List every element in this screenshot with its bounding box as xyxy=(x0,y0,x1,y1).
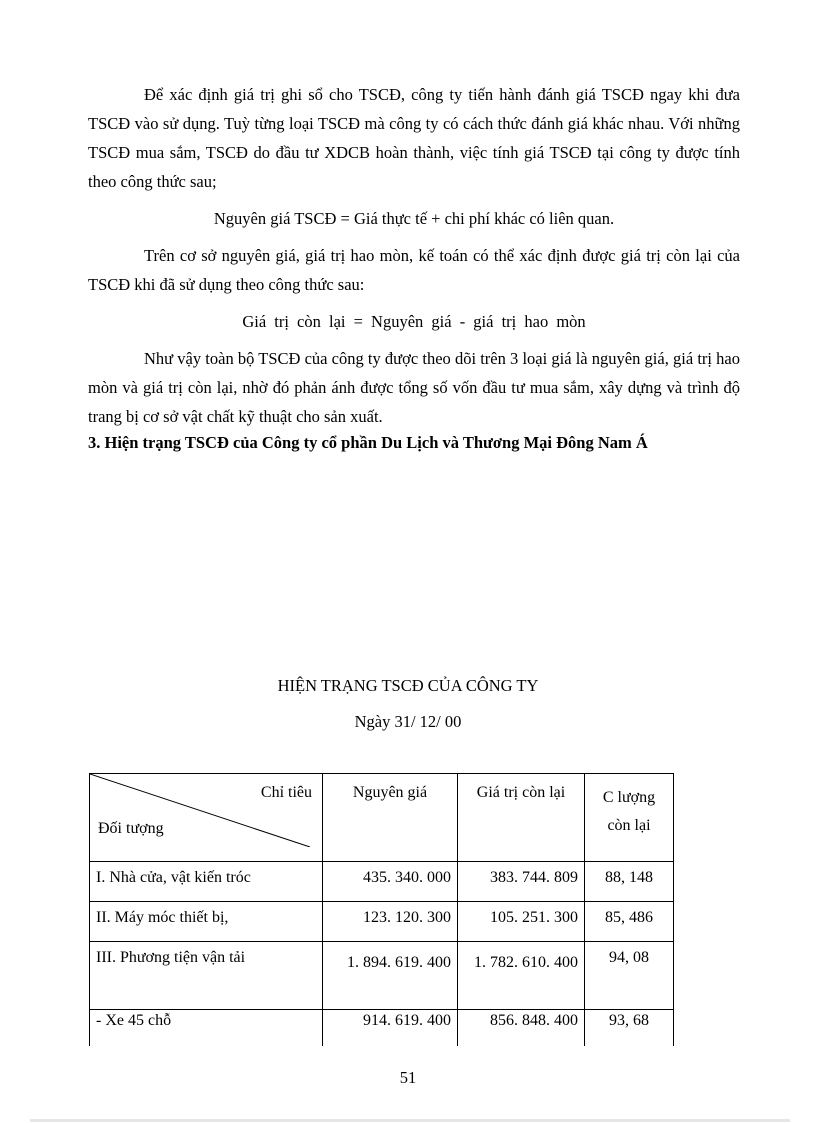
row-con-lai: 1. 782. 610. 400 xyxy=(458,942,585,1010)
header-chi-tieu: Chỉ tiêu xyxy=(260,784,312,801)
row-chat-luong: 88, 148 xyxy=(585,862,674,902)
row-nguyen-gia: 123. 120. 300 xyxy=(323,902,458,942)
header-gia-tri-con-lai: Giá trị còn lại xyxy=(458,774,585,862)
row-chat-luong: 85, 486 xyxy=(585,902,674,942)
diagonal-header-cell xyxy=(90,774,323,862)
row-nguyen-gia: 1. 894. 619. 400 xyxy=(323,942,458,1010)
table-row xyxy=(90,1010,674,1047)
row-nguyen-gia: 914. 619. 400 xyxy=(323,1010,458,1047)
row-name: III. Phương tiện vận tải xyxy=(90,942,323,1010)
page-number: 51 xyxy=(399,1068,417,1087)
table-date: Ngày 31/ 12/ 00 xyxy=(354,712,462,731)
table-row xyxy=(90,942,674,1010)
formula-nguyen-gia: Nguyên giá TSCĐ = Giá thực tế + chi phí khác có liên quan. xyxy=(213,209,615,228)
row-con-lai: 856. 848. 400 xyxy=(458,1010,585,1047)
row-name: I. Nhà cửa, vật kiến tróc xyxy=(90,862,323,902)
paragraph-2: Trên cơ sở nguyên giá, giá trị hao mòn, kế toán có thể xác định được giá trị còn lại của TSCĐ khi đã sử dụng theo công thức sau: xyxy=(88,246,740,294)
row-name: II. Máy móc thiết bị, xyxy=(90,902,323,942)
paragraph-1: Để xác định giá trị ghi sổ cho TSCĐ, công ty tiến hành đánh giá TSCĐ ngay khi đưa TSCĐ vào sử dụng. Tuỳ từng loại TSCĐ mà công ty có cách thức đánh giá khác nhau. Với những TSCĐ mua sắm, TSCĐ do đầu tư XDCB hoàn thành, việc tính giá TSCĐ tại công ty được tính theo công thức sau; xyxy=(88,85,740,191)
formula-gia-tri-con-lai: Giá trị còn lại = Nguyên giá - giá trị hao mòn xyxy=(242,312,586,331)
footer-divider xyxy=(30,1119,790,1122)
table-row xyxy=(90,902,674,942)
table-title: HIỆN TRẠNG TSCĐ CỦA CÔNG TY xyxy=(277,676,539,695)
table-header-row xyxy=(90,774,674,862)
header-doi-tuong: Đối tượng xyxy=(98,820,164,837)
row-chat-luong: 93, 68 xyxy=(585,1010,674,1047)
header-chat-luong: C lượng còn lại xyxy=(585,774,674,862)
paragraph-3: Như vậy toàn bộ TSCĐ của công ty được theo dõi trên 3 loại giá là nguyên giá, giá trị hao mòn và giá trị còn lại, nhờ đó phản ánh được tổng số vốn đầu tư mua sắm, xây dựng và trình độ trang bị cơ sở vật chất kỹ thuật cho sản xuất. xyxy=(88,349,740,426)
row-chat-luong: 94, 08 xyxy=(585,942,674,1010)
row-con-lai: 105. 251. 300 xyxy=(458,902,585,942)
header-nguyen-gia: Nguyên giá xyxy=(323,774,458,862)
table-row xyxy=(90,862,674,902)
asset-status-table xyxy=(89,773,674,1046)
row-name: - Xe 45 chỗ xyxy=(90,1010,323,1047)
row-nguyen-gia: 435. 340. 000 xyxy=(323,862,458,902)
section-heading: 3. Hiện trạng TSCĐ của Công ty cổ phần Du Lịch và Thương Mại Đông Nam Á xyxy=(88,433,648,452)
body-text xyxy=(88,80,740,431)
row-con-lai: 383. 744. 809 xyxy=(458,862,585,902)
